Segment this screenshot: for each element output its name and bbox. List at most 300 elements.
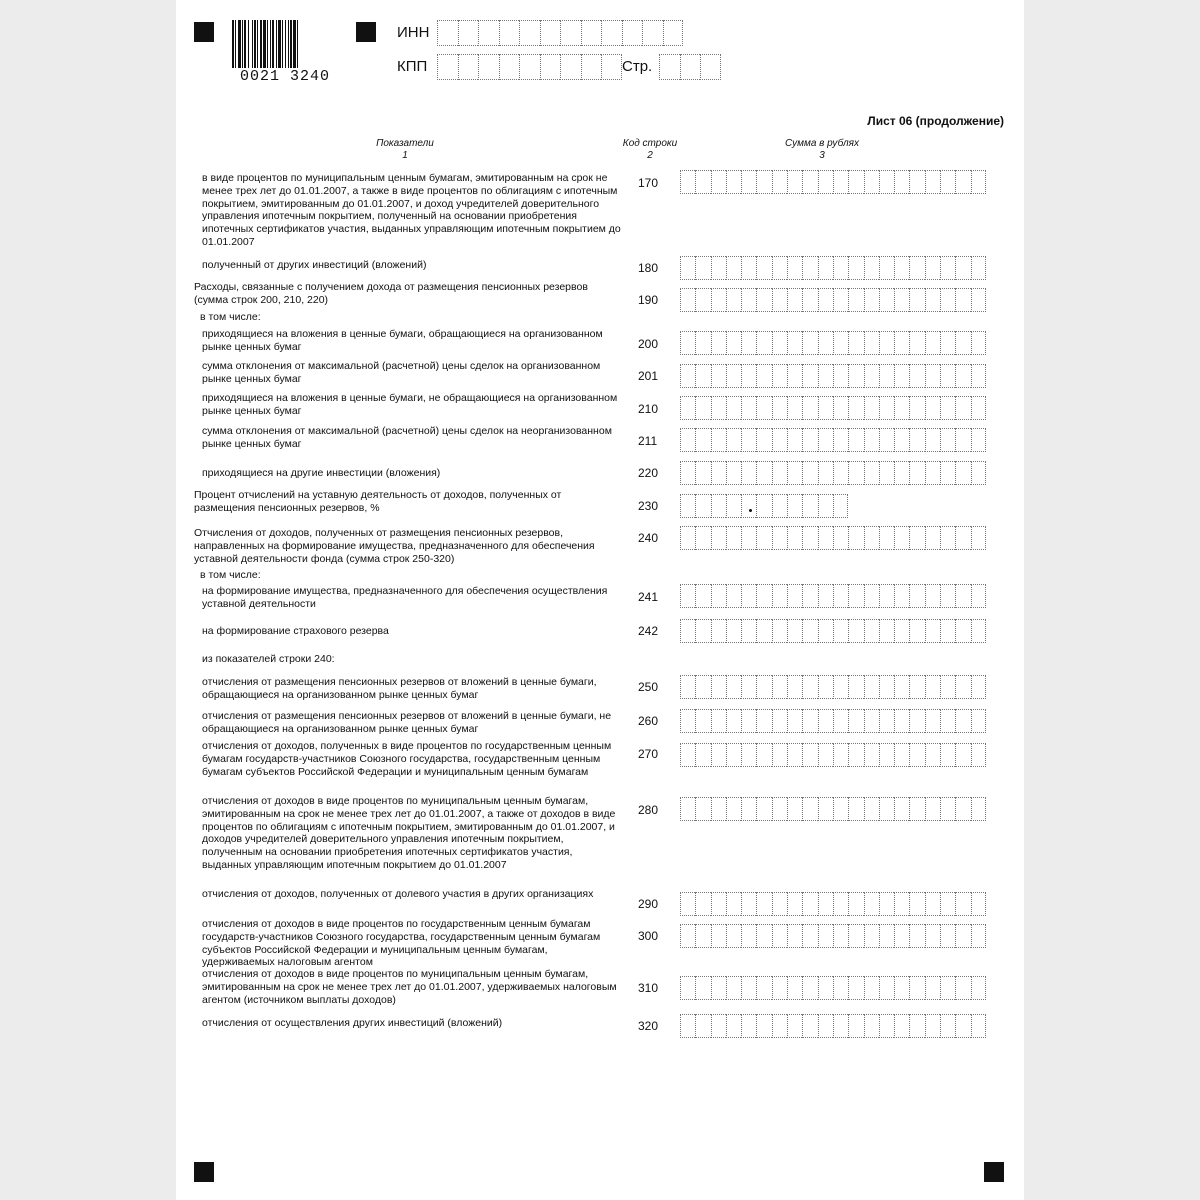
digit-cell [499,20,520,46]
amount-cell [909,526,924,550]
digit-cell [700,54,721,80]
amount-cell [940,797,955,821]
amount-cell [787,892,802,916]
amount-cell [971,797,986,821]
amount-cell [711,976,726,1000]
amount-cell [864,976,879,1000]
barcode-bar [278,20,281,68]
amount-cell [864,396,879,420]
amount-cell [772,675,787,699]
amount-cell [802,675,817,699]
amount-field[interactable] [680,461,986,485]
amount-cell [894,461,909,485]
amount-cell [772,288,787,312]
amount-cell [680,461,695,485]
amount-cell [802,743,817,767]
amount-cell [833,256,848,280]
amount-cell [940,364,955,388]
amount-cell [711,797,726,821]
amount-cell [940,331,955,355]
amount-cell [726,396,741,420]
amount-cell [879,461,894,485]
amount-cell [680,675,695,699]
amount-cell [787,797,802,821]
amount-cell [925,1014,940,1038]
inn-field[interactable] [437,20,683,46]
amount-cell [971,288,986,312]
amount-field[interactable] [680,619,986,643]
amount-cell [741,364,756,388]
amount-cell [741,461,756,485]
page-label: Стр. [622,58,653,75]
amount-cell [802,428,817,452]
line-code: 270 [638,747,659,761]
amount-cell [756,170,771,194]
amount-cell [695,461,710,485]
amount-cell [711,461,726,485]
amount-cell [695,526,710,550]
amount-field[interactable] [680,331,986,355]
indicator-label: в том числе: [200,311,261,323]
amount-cell [787,709,802,733]
amount-cell [955,396,970,420]
amount-cell [925,288,940,312]
amount-cell [756,797,771,821]
amount-cell [940,924,955,948]
amount-cell [695,428,710,452]
amount-field[interactable] [680,743,986,767]
digit-cell [560,54,581,80]
amount-cell [971,364,986,388]
amount-cell [787,288,802,312]
amount-field[interactable] [680,709,986,733]
amount-cell [818,331,833,355]
amount-cell [711,256,726,280]
corner-marker-bottom-right [984,1162,1004,1182]
amount-cell [971,675,986,699]
barcode-bar [276,20,277,68]
amount-cell [680,526,695,550]
line-code: 200 [638,337,659,351]
amount-cell [955,256,970,280]
amount-cell [787,256,802,280]
amount-cell [787,494,802,518]
amount-cell [711,924,726,948]
amount-cell [940,396,955,420]
amount-cell [741,526,756,550]
indicator-label: сумма отклонения от максимальной (расчетной) цены сделок на неорганизованном рынке ценных бумаг [202,425,612,450]
amount-cell [909,584,924,608]
amount-cell [772,743,787,767]
amount-cell [833,675,848,699]
amount-cell [741,494,756,518]
amount-cell [726,1014,741,1038]
barcode-number: 0021 3240 [239,68,330,85]
amount-cell [940,288,955,312]
amount-cell [695,396,710,420]
amount-cell [955,428,970,452]
amount-cell [864,170,879,194]
amount-field[interactable] [680,1014,986,1038]
digit-cell [478,20,499,46]
amount-cell [940,743,955,767]
amount-cell [711,675,726,699]
amount-cell [971,619,986,643]
amount-cell [848,396,863,420]
amount-cell [726,619,741,643]
amount-cell [802,709,817,733]
amount-cell [787,461,802,485]
amount-field[interactable] [680,288,986,312]
barcode-bar [257,20,258,68]
amount-cell [741,619,756,643]
amount-cell [940,256,955,280]
amount-cell [818,797,833,821]
line-code: 210 [638,402,659,416]
line-code: 260 [638,714,659,728]
amount-cell [818,288,833,312]
digit-cell [499,54,520,80]
amount-cell [680,619,695,643]
amount-cell [711,288,726,312]
amount-cell [971,428,986,452]
amount-cell [940,428,955,452]
digit-cell [478,54,499,80]
amount-cell [909,892,924,916]
amount-cell [894,288,909,312]
barcode-bar [282,20,283,68]
amount-cell [741,976,756,1000]
amount-cell [879,619,894,643]
kpp-field[interactable] [437,54,622,80]
sheet-title: Лист 06 (продолжение) [867,114,1004,128]
amount-cell [726,892,741,916]
amount-cell [772,364,787,388]
amount-cell [925,892,940,916]
amount-cell [955,619,970,643]
amount-cell [772,494,787,518]
amount-cell [879,256,894,280]
indicator-label: на формирование страхового резерва [202,625,389,637]
amount-cell [940,584,955,608]
amount-cell [955,743,970,767]
digit-cell [519,20,540,46]
digit-cell [680,54,701,80]
amount-cell [802,494,817,518]
amount-cell [940,976,955,1000]
indicator-label: отчисления от размещения пенсионных резервов от вложений в ценные бумаги, обращающиеся на организованном рынке ценных бумаг [202,676,597,701]
amount-cell [848,170,863,194]
amount-cell [756,619,771,643]
amount-cell [955,288,970,312]
line-code: 320 [638,1019,659,1033]
amount-cell [772,428,787,452]
barcode-bar [288,20,289,68]
amount-cell [680,288,695,312]
digit-cell [581,54,602,80]
amount-cell [833,494,848,518]
amount-cell [909,331,924,355]
amount-cell [925,461,940,485]
amount-cell [833,976,848,1000]
amount-cell [818,256,833,280]
amount-cell [909,743,924,767]
amount-field[interactable] [680,924,986,948]
amount-cell [864,743,879,767]
amount-cell [955,797,970,821]
amount-cell [787,364,802,388]
amount-cell [726,331,741,355]
amount-cell [772,976,787,1000]
amount-cell [695,364,710,388]
amount-cell [695,743,710,767]
line-code: 190 [638,293,659,307]
line-code: 280 [638,803,659,817]
amount-cell [695,709,710,733]
amount-cell [864,797,879,821]
barcode-bar [232,20,234,68]
amount-cell [848,709,863,733]
amount-cell [818,924,833,948]
amount-cell [940,892,955,916]
amount-cell [894,584,909,608]
amount-cell [940,619,955,643]
digit-cell [437,54,458,80]
column-header-number: 3 [819,150,825,161]
amount-cell [848,331,863,355]
amount-cell [894,892,909,916]
amount-field[interactable] [680,428,986,452]
amount-cell [879,1014,894,1038]
amount-cell [818,1014,833,1038]
barcode-bar [290,20,292,68]
amount-cell [864,709,879,733]
amount-cell [894,170,909,194]
amount-cell [925,526,940,550]
amount-cell [695,288,710,312]
page-number-field[interactable] [659,54,721,80]
amount-cell [711,364,726,388]
amount-cell [711,170,726,194]
amount-cell [711,743,726,767]
amount-cell [695,619,710,643]
amount-cell [864,924,879,948]
barcode-bar [263,20,266,68]
amount-cell [879,976,894,1000]
amount-cell [741,1014,756,1038]
barcode-bar [238,20,241,68]
indicator-label: Процент отчислений на уставную деятельность от доходов, полученных от размещения пенсионных резервов, % [194,489,562,514]
amount-field[interactable] [680,396,986,420]
digit-cell [622,20,643,46]
amount-cell [756,584,771,608]
amount-cell [818,461,833,485]
amount-cell [772,797,787,821]
amount-cell [864,364,879,388]
amount-cell [848,461,863,485]
amount-cell [833,288,848,312]
amount-cell [802,976,817,1000]
amount-cell [711,526,726,550]
indicator-label: отчисления от размещения пенсионных резервов от вложений в ценные бумаги, не обращающиеся на организованном рынке ценных бумаг [202,710,612,735]
amount-cell [741,170,756,194]
digit-cell [540,54,561,80]
amount-cell [940,675,955,699]
amount-cell [925,924,940,948]
amount-cell [955,170,970,194]
amount-cell [925,428,940,452]
amount-cell [848,976,863,1000]
amount-cell [925,170,940,194]
amount-field[interactable] [680,256,986,280]
indicator-label: приходящиеся на вложения в ценные бумаги, не обращающиеся на организованном рынке ценных бумаг [202,392,618,417]
amount-cell [741,797,756,821]
column-header-number: 2 [647,150,653,161]
amount-cell [711,428,726,452]
amount-cell [772,1014,787,1038]
amount-cell [818,584,833,608]
digit-cell [458,54,479,80]
amount-cell [971,1014,986,1038]
amount-field[interactable] [680,675,986,699]
amount-cell [741,675,756,699]
barcode-image [232,20,338,70]
amount-cell [909,396,924,420]
amount-cell [680,364,695,388]
amount-cell [940,1014,955,1038]
amount-cell [726,461,741,485]
digit-cell [437,20,458,46]
amount-cell [864,331,879,355]
amount-cell [818,494,833,518]
amount-cell [894,256,909,280]
amount-cell [909,288,924,312]
amount-cell [894,619,909,643]
line-code: 300 [638,929,659,943]
amount-cell [726,288,741,312]
amount-cell [925,675,940,699]
amount-cell [756,364,771,388]
amount-cell [864,619,879,643]
amount-cell [909,364,924,388]
column-header-amount [752,138,892,162]
amount-cell [909,1014,924,1038]
amount-cell [726,364,741,388]
indicator-label: полученный от других инвестиций (вложений) [202,259,427,271]
amount-cell [971,170,986,194]
indicator-label: в том числе: [200,569,261,581]
barcode-bar [270,20,271,68]
amount-cell [879,709,894,733]
digit-cell [560,20,581,46]
amount-cell [833,331,848,355]
amount-cell [756,709,771,733]
amount-cell [925,709,940,733]
amount-cell [756,288,771,312]
corner-marker-top-right [356,22,376,42]
amount-cell [848,743,863,767]
amount-cell [940,709,955,733]
amount-cell [971,331,986,355]
amount-cell [879,364,894,388]
amount-cell [879,797,894,821]
amount-cell [726,584,741,608]
amount-cell [848,526,863,550]
column-header-number: 1 [402,150,408,161]
indicator-label: Отчисления от доходов, полученных от размещения пенсионных резервов, направленных на формирование имущества, предназначенного для обеспечения уставной деятельности фонда (сумма строк 250-320) [194,527,595,565]
amount-cell [680,1014,695,1038]
amount-cell [909,709,924,733]
indicator-label: Расходы, связанные с получением дохода от размещения пенсионных резервов (сумма строк 200, 210, 220) [194,281,588,306]
amount-cell [864,584,879,608]
amount-cell [726,976,741,1000]
barcode-bar [252,20,253,68]
amount-cell [848,428,863,452]
amount-cell [879,288,894,312]
amount-field[interactable] [680,170,986,194]
indicator-label: из показателей строки 240: [202,653,335,665]
line-code: 250 [638,680,659,694]
amount-field[interactable] [680,494,848,518]
amount-field[interactable] [680,364,986,388]
amount-cell [772,331,787,355]
amount-field[interactable] [680,976,986,1000]
amount-cell [680,396,695,420]
amount-cell [909,797,924,821]
amount-cell [955,331,970,355]
amount-cell [680,584,695,608]
amount-cell [802,461,817,485]
amount-cell [894,743,909,767]
amount-cell [695,797,710,821]
amount-cell [680,924,695,948]
corner-marker-bottom-left [194,1162,214,1182]
amount-cell [802,1014,817,1038]
amount-cell [802,288,817,312]
amount-cell [680,428,695,452]
amount-cell [711,892,726,916]
barcode-bar [248,20,249,68]
amount-field[interactable] [680,797,986,821]
amount-cell [894,976,909,1000]
amount-cell [741,396,756,420]
amount-cell [833,461,848,485]
barcode-bar [260,20,262,68]
amount-field[interactable] [680,526,986,550]
amount-cell [833,526,848,550]
amount-cell [833,709,848,733]
indicator-label: приходящиеся на вложения в ценные бумаги, обращающиеся на организованном рынке ценных бумаг [202,328,603,353]
amount-field[interactable] [680,892,986,916]
amount-cell [756,1014,771,1038]
amount-cell [925,797,940,821]
amount-cell [925,396,940,420]
amount-cell [772,619,787,643]
amount-cell [802,797,817,821]
amount-cell [909,170,924,194]
amount-cell [787,526,802,550]
amount-cell [879,675,894,699]
amount-cell [848,892,863,916]
amount-cell [741,743,756,767]
amount-cell [833,619,848,643]
amount-cell [940,461,955,485]
amount-cell [741,892,756,916]
amount-cell [756,743,771,767]
amount-cell [772,892,787,916]
amount-field[interactable] [680,584,986,608]
amount-cell [971,892,986,916]
